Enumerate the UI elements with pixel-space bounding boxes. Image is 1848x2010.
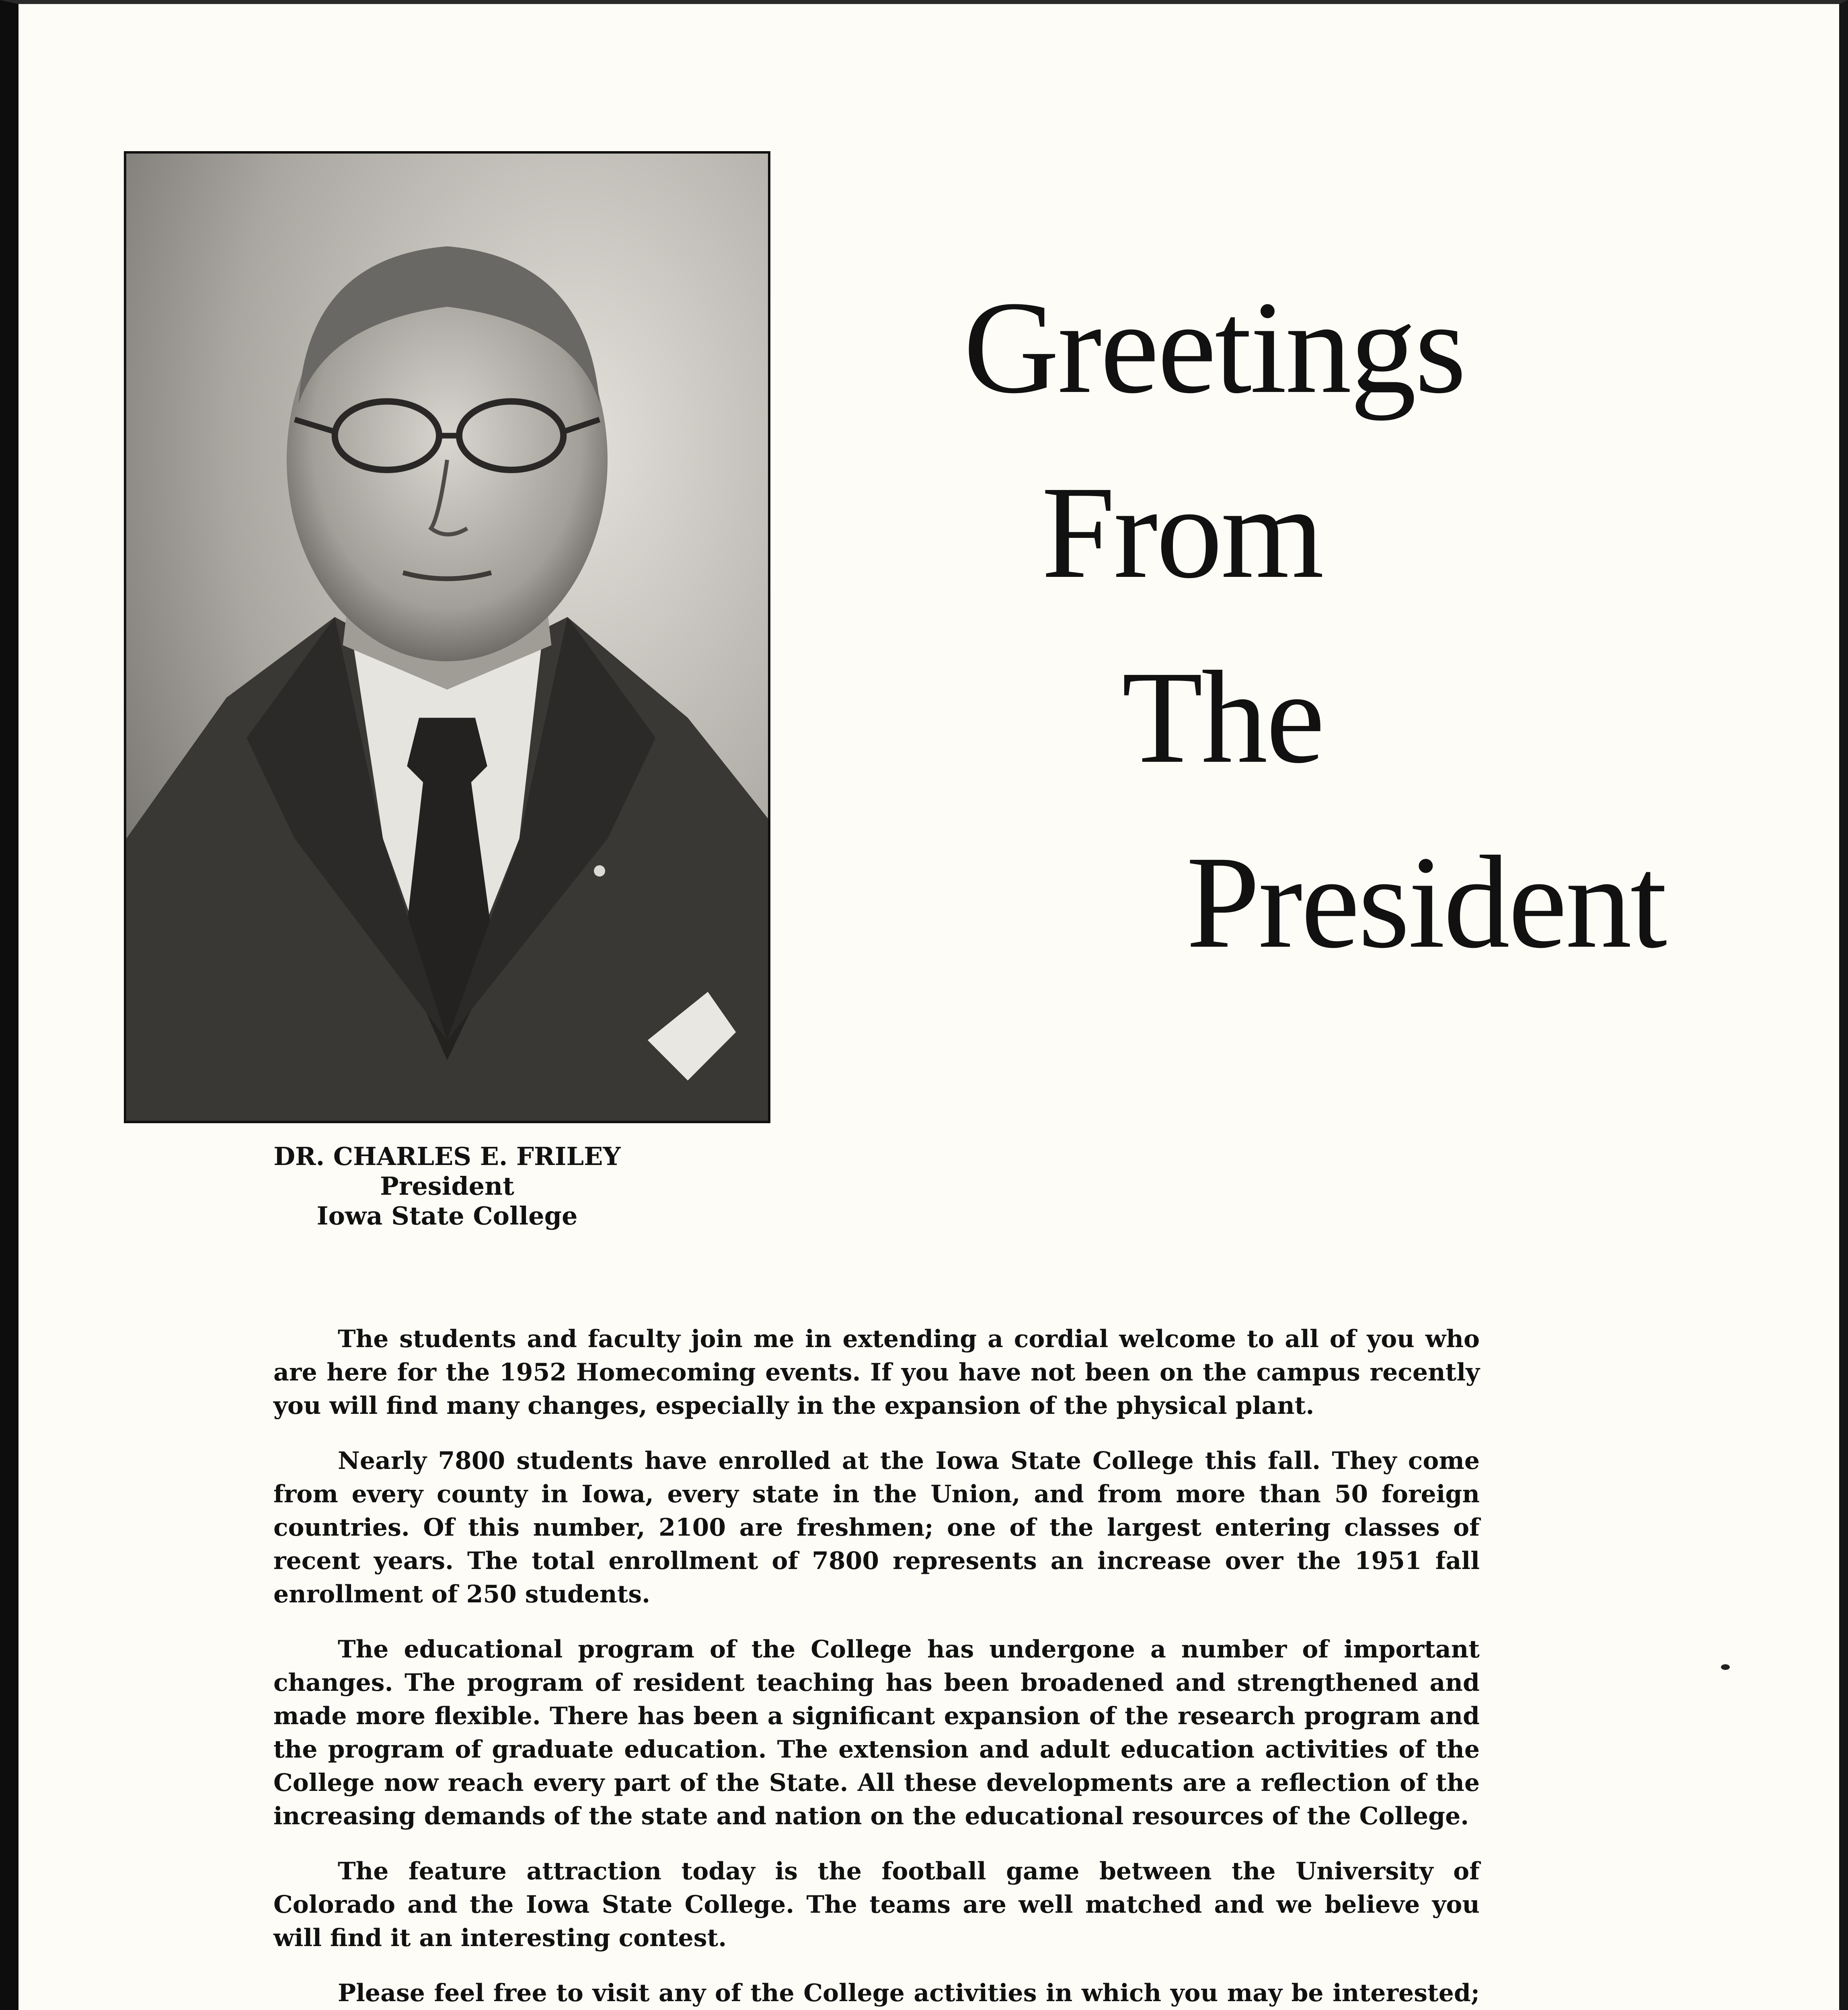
headline-line-1: Greetings xyxy=(963,274,1465,421)
paragraph-4: The feature attraction today is the football game between the University of Colorado and the Iowa State College. The teams are well matched and we believe you will find it an interesting contest. xyxy=(273,1857,1480,1952)
portrait-photo xyxy=(124,151,770,1123)
caption-title: President xyxy=(380,1171,514,1201)
headline-line-3: The xyxy=(1122,644,1324,791)
ink-speck xyxy=(1721,1664,1730,1670)
photo-caption xyxy=(124,1142,770,1231)
caption-name: DR. CHARLES E. FRILEY xyxy=(273,1142,621,1171)
headline-line-4: President xyxy=(1186,829,1666,976)
paragraph-2: Nearly 7800 students have enrolled at the Iowa State College this fall. They come from every county in Iowa, every state in the Union, and from more than 50 foreign countries. Of this number, 2100 are freshmen; one of the largest entering classes of recent years. The total enrollment of 7800 represents an increase over the 1951 fall enrollment of 250 students. xyxy=(273,1447,1480,1608)
letter-body xyxy=(273,1323,1480,2010)
caption-institution: Iowa State College xyxy=(316,1201,578,1231)
paragraph-5: Please feel free to visit any of the College activities in which you may be interested; xyxy=(338,1979,1480,2007)
headline-line-2: From xyxy=(1041,459,1323,606)
paragraph-1: The students and faculty join me in extending a cordial welcome to all of you who are here for the 1952 Homecoming events. If you have not been on the campus recently you will find many changes, especially in the expansion of the physical plant. xyxy=(273,1325,1480,1420)
paragraph-3: The educational program of the College has undergone a number of important changes. The program of resident teaching has been broadened and strengthened and made more flexible. There has been a significant expansion of the research program and the program of graduate education. The extension and adult education activities of the College now reach every part of the State. All these developments are a reflection of the increasing demands of the state and nation on the educational resources of the College. xyxy=(273,1635,1480,1830)
